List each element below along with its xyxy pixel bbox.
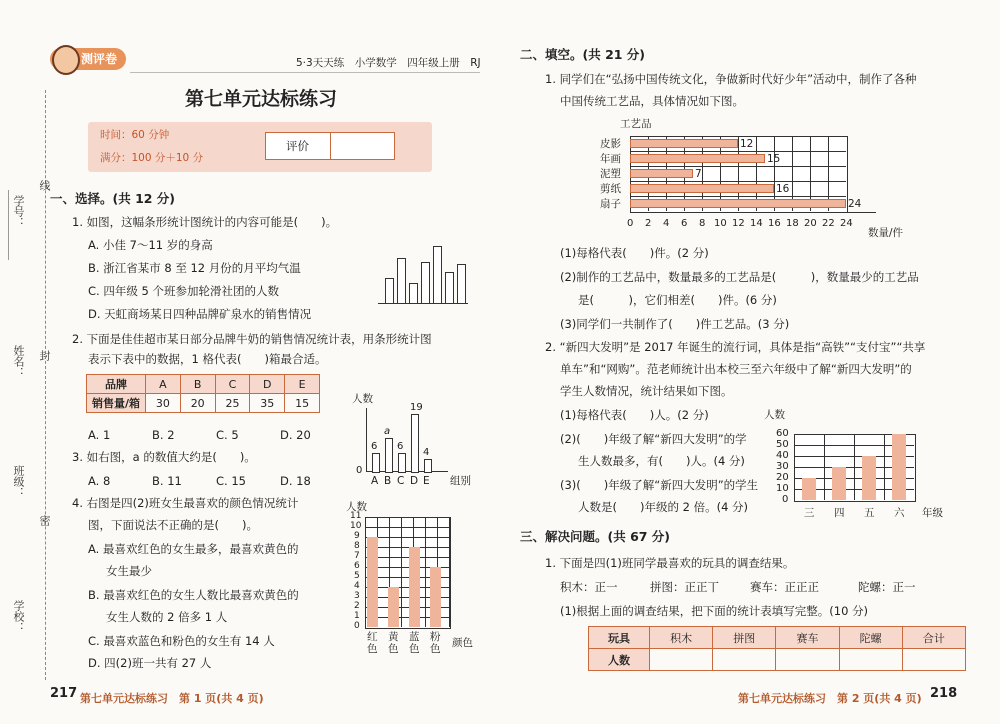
- q1-bar: [409, 283, 418, 304]
- q3-xlabel: 组别: [450, 475, 471, 487]
- q4-opt-c[interactable]: C. 最喜欢蓝色和粉色的女生有 14 人: [88, 634, 275, 648]
- q4-ytick: 6: [354, 561, 360, 571]
- grade-xlabel: 年级: [922, 507, 943, 519]
- q4-ytick: 5: [354, 571, 360, 581]
- crafts-xtick: 22: [822, 218, 835, 229]
- grade-bar: [892, 434, 906, 500]
- crafts-value-label: 7: [695, 168, 702, 180]
- s2-q1-l3: 是( )，它们相差( )件。(6 分): [578, 293, 777, 307]
- q1-bar: [397, 258, 406, 304]
- s3-q1-stem: 1. 下面是四(1)班同学最喜欢的玩具的调查结果。: [545, 556, 795, 570]
- q2-h-brand: 品牌: [87, 375, 146, 394]
- q4-gridline-v: [449, 517, 450, 627]
- eval-label: 评价: [286, 139, 309, 153]
- mascot-icon: [52, 45, 80, 75]
- crafts-xaxis: [630, 212, 876, 213]
- crafts-category-label: 剪纸: [600, 183, 621, 195]
- grade-gridline-v: [884, 434, 885, 500]
- q4-ytick: 8: [354, 541, 360, 551]
- s2-q2-l2b: 生人数最多，有( )人。(4 分): [578, 454, 745, 468]
- q3-bar: [385, 438, 393, 473]
- crafts-value-label: 16: [776, 183, 790, 195]
- grade-ytick: 20: [776, 472, 789, 483]
- q4-ytick: 3: [354, 591, 360, 601]
- grade-category-label: 三: [804, 507, 815, 519]
- q2-stem-1: 2. 下面是佳佳超市某日部分品牌牛奶的销售情况统计表，用条形统计图: [72, 332, 432, 346]
- s2-q1-l4: (3)同学们一共制作了( )件工艺品。(3 分): [560, 317, 790, 331]
- q2-table: 品牌 A B C D E 销售量/箱 30 20 25 35 15: [86, 374, 320, 413]
- crafts-xtick: 12: [732, 218, 745, 229]
- q2-opt-a[interactable]: A. 1: [88, 428, 111, 442]
- answer-cell[interactable]: [839, 649, 902, 671]
- q4-category-label: 粉色: [430, 631, 441, 655]
- crafts-gridline-h: [630, 181, 846, 182]
- q3-opt-c[interactable]: C. 15: [216, 474, 246, 488]
- q2-opt-b[interactable]: B. 2: [152, 428, 175, 442]
- q2-h-sales: 销售量/箱: [87, 394, 146, 413]
- grade-category-label: 四: [834, 507, 845, 519]
- q3-bar: [424, 459, 432, 473]
- crafts-value-label: 15: [767, 153, 781, 165]
- crafts-xtick: 14: [750, 218, 763, 229]
- q3-category-label: C: [397, 475, 405, 487]
- q3-category-label: B: [384, 475, 392, 487]
- time-info: 时间：60 分钟: [100, 129, 170, 141]
- grade-ylabel: 人数: [764, 409, 785, 421]
- crafts-gridline-h: [630, 196, 846, 197]
- label-banji: 班级：: [12, 465, 25, 498]
- score-info: 满分：100 分＋10 分: [100, 152, 204, 164]
- crafts-ylabel: 工艺品: [620, 118, 652, 130]
- q4-stem-2: 图，下面说法不正确的是( )。: [88, 518, 258, 532]
- grade-category-label: 五: [864, 507, 875, 519]
- q4-bar: [409, 547, 420, 627]
- label-xing: 姓名：: [12, 345, 25, 378]
- q4-opt-b2: 女生人数的 2 倍多 1 人: [106, 610, 228, 624]
- footer-right: 第七单元达标练习 第 2 页(共 4 页): [738, 692, 922, 705]
- q1-bar: [457, 264, 466, 304]
- seal-xian: 线: [38, 180, 51, 191]
- crafts-xtick: 2: [645, 218, 652, 229]
- crafts-xtick: 24: [840, 218, 853, 229]
- q4-category-label: 黄色: [388, 631, 399, 655]
- q3-bar: [411, 414, 419, 473]
- q4-xlabel: 颜色: [452, 637, 473, 649]
- q1-bar: [433, 246, 442, 304]
- crafts-bar: [630, 199, 846, 208]
- s2-q1-l1: (1)每格代表( )件。(2 分): [560, 246, 709, 260]
- q3-opt-a[interactable]: A. 8: [88, 474, 111, 488]
- q1-bar: [421, 262, 430, 304]
- section-3-title: 三、解决问题。(共 67 分): [520, 529, 671, 544]
- crafts-gridline-h: [630, 151, 846, 152]
- answer-cell[interactable]: [776, 649, 839, 671]
- q2-opt-d[interactable]: D. 20: [280, 428, 311, 442]
- seal-mi: 密: [38, 515, 51, 526]
- crafts-bar: [630, 154, 765, 163]
- grade-ytick: 0: [782, 494, 789, 505]
- footer-left: 第七单元达标练习 第 1 页(共 4 页): [80, 692, 264, 705]
- tally-pintu: 拼图：正正丅: [650, 580, 719, 594]
- q4-stem-1: 4. 右图是四(2)班女生最喜欢的颜色情况统计: [72, 496, 299, 510]
- q1-bar: [385, 278, 394, 304]
- s2-q2-stem-3: 学生人数情况，统计结果如下图。: [560, 384, 733, 398]
- grade-gridline-v: [824, 434, 825, 500]
- s2-q2-stem-2: 单车”和“网购”。范老师统计出本校三至六年级中了解“新四大发明”的: [560, 362, 912, 376]
- label-xuexiao: 学校：: [12, 600, 25, 633]
- crafts-bar: [630, 169, 693, 178]
- q4-opt-d[interactable]: D. 四(2)班一共有 27 人: [88, 656, 212, 670]
- q3-stem: 3. 如右图，a 的数值大约是( )。: [72, 450, 256, 464]
- page-title: 第七单元达标练习: [185, 88, 338, 110]
- s2-q1-l2: (2)制作的工艺品中，数量最多的工艺品是( )，数量最少的工艺品: [560, 270, 919, 284]
- seal-feng: 封: [38, 350, 51, 361]
- grade-ytick: 50: [776, 439, 789, 450]
- q4-bar: [430, 567, 441, 627]
- badge-label: 测评卷: [81, 52, 118, 66]
- q2-stem-2: 表示下表中的数据，1 格代表( )箱最合适。: [88, 352, 327, 366]
- q4-category-label: 蓝色: [409, 631, 420, 655]
- q3-bar: [372, 453, 380, 473]
- answer-cell[interactable]: [650, 649, 713, 671]
- q3-category-label: A: [371, 475, 379, 487]
- crafts-bar: [630, 139, 738, 148]
- grade-ytick: 30: [776, 461, 789, 472]
- series-title: 5·3天天练 小学数学 四年级上册 RJ: [296, 57, 481, 69]
- grade-bar: [832, 467, 846, 500]
- q4-ytick: 2: [354, 601, 360, 611]
- crafts-category-label: 皮影: [600, 138, 621, 150]
- crafts-xtick: 16: [768, 218, 781, 229]
- crafts-xtick: 6: [681, 218, 688, 229]
- tally-tuoluo: 陀螺：正一: [858, 580, 916, 594]
- crafts-xlabel: 数量/件: [868, 227, 904, 239]
- page-number-right: 218: [930, 686, 958, 701]
- q4-opt-b1[interactable]: B. 最喜欢红色的女生人数比最喜欢黄色的: [88, 588, 299, 602]
- q4-gridline-v: [401, 517, 402, 627]
- q2-opt-c[interactable]: C. 5: [216, 428, 239, 442]
- grade-ytick: 40: [776, 450, 789, 461]
- crafts-category-label: 泥塑: [600, 168, 621, 180]
- crafts-value-label: 12: [740, 138, 754, 150]
- toy-table: 玩具 积木 拼图 赛车 陀螺 合计 人数: [588, 626, 966, 671]
- grade-bar: [862, 456, 876, 500]
- s2-q2-l3b: 人数是( )年级的 2 倍。(4 分): [578, 500, 749, 514]
- crafts-category-label: 年画: [600, 153, 621, 165]
- s2-q2-stem-1: 2. “新四大发明”是 2017 年诞生的流行词，具体是指“高铁”“支付宝”“共享: [545, 340, 926, 354]
- tally-jimu: 积木：正一: [560, 580, 618, 594]
- q1-bar: [445, 272, 454, 304]
- s2-q1-stem-2: 中国传统工艺品，具体情况如下图。: [560, 94, 744, 108]
- q4-ytick: 7: [354, 551, 360, 561]
- q4-category-label: 红色: [367, 631, 378, 655]
- grade-ytick: 10: [776, 483, 789, 494]
- q3-opt-b[interactable]: B. 11: [152, 474, 182, 488]
- q4-ytick: 1: [354, 611, 360, 621]
- crafts-value-label: 24: [848, 198, 862, 210]
- crafts-category-label: 扇子: [600, 198, 621, 210]
- crafts-gridline-h: [630, 166, 846, 167]
- q4-ytick: 11: [350, 511, 362, 521]
- label-xuehao: 学号：: [12, 195, 25, 228]
- q4-bar: [367, 537, 378, 627]
- binding-line: [45, 90, 46, 680]
- q4-bar: [388, 587, 399, 627]
- s3-q1-sub: (1)根据上面的调查结果，把下面的统计表填写完整。(10 分): [560, 604, 869, 618]
- q3-value-label: 6: [371, 441, 378, 452]
- q4-ytick: 9: [354, 531, 360, 541]
- page-number-left: 217: [50, 686, 78, 701]
- q3-bar: [398, 453, 406, 473]
- crafts-xtick: 0: [627, 218, 634, 229]
- q4-opt-a1[interactable]: A. 最喜欢红色的女生最多，最喜欢黄色的: [88, 542, 299, 556]
- crafts-xtick: 10: [714, 218, 727, 229]
- section-2-title: 二、填空。(共 21 分): [520, 47, 646, 62]
- crafts-xtick: 4: [663, 218, 670, 229]
- s2-q2-l1: (1)每格代表( )人。(2 分): [560, 408, 709, 422]
- q4-opt-a2: 女生最少: [106, 564, 152, 578]
- q3-opt-d[interactable]: D. 18: [280, 474, 311, 488]
- q4-gridline-v: [425, 517, 426, 627]
- q1-opt-a[interactable]: A. 小佳 7～11 岁的身高: [88, 238, 213, 252]
- q4-ytick: 4: [354, 581, 360, 591]
- s2-q2-l3a: (3)( )年级了解“新四大发明”的学生: [560, 478, 759, 492]
- q3-value-label: 19: [410, 402, 423, 413]
- q1-opt-c[interactable]: C. 四年级 5 个班参加轮滑社团的人数: [88, 284, 279, 298]
- crafts-xtick: 8: [699, 218, 706, 229]
- grade-gridline-v: [854, 434, 855, 500]
- grade-ytick: 60: [776, 428, 789, 439]
- q4-ylabel: 人数: [346, 501, 367, 513]
- q3-category-label: D: [410, 475, 419, 487]
- section-1-title: 一、选择。(共 12 分): [50, 191, 176, 206]
- grade-bar: [802, 478, 816, 500]
- q3-value-label: a: [384, 426, 391, 437]
- q1-stem: 1. 如图，这幅条形统计图统计的内容可能是( )。: [72, 215, 338, 229]
- crafts-bar: [630, 184, 774, 193]
- q4-ytick: 0: [354, 621, 360, 631]
- q3-category-label: E: [423, 475, 430, 487]
- s2-q1-stem-1: 1. 同学们在“弘扬中国传统文化，争做新时代好少年”活动中，制作了各种: [545, 72, 917, 86]
- q4-ytick: 10: [350, 521, 362, 531]
- q1-opt-b[interactable]: B. 浙江省某市 8 至 12 月份的月平均气温: [88, 261, 301, 275]
- q3-ylabel: 人数: [352, 393, 373, 405]
- s2-q2-l2a: (2)( )年级了解“新四大发明”的学: [560, 432, 747, 446]
- crafts-xtick: 20: [804, 218, 817, 229]
- q3-value-label: 4: [423, 447, 430, 458]
- tally-saiche: 赛车：正正正: [750, 580, 819, 594]
- answer-cell[interactable]: [902, 649, 965, 671]
- grade-category-label: 六: [894, 507, 905, 519]
- q3-value-label: 6: [397, 441, 404, 452]
- q1-opt-d[interactable]: D. 天虹商场某日四种品牌矿泉水的销售情况: [88, 307, 312, 321]
- answer-cell[interactable]: [713, 649, 776, 671]
- crafts-xtick: 18: [786, 218, 799, 229]
